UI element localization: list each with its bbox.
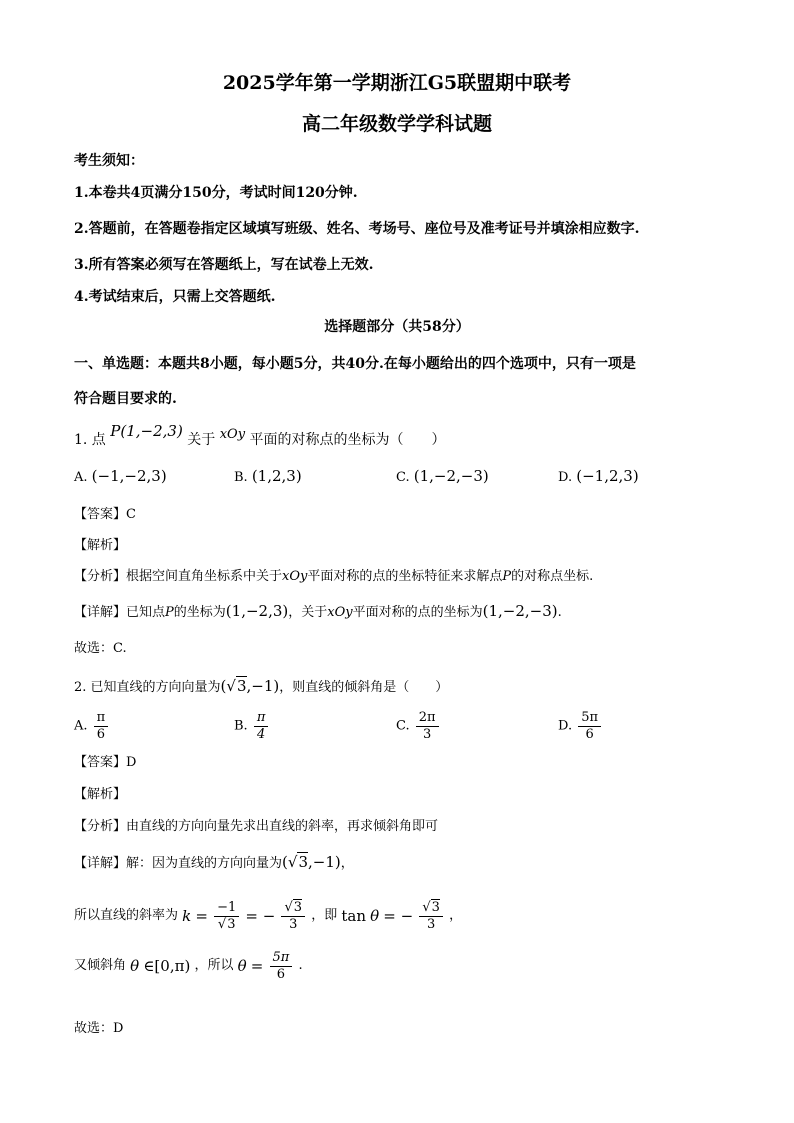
question-1-option-d: D. (−1,2,3) <box>558 467 639 485</box>
question-2-answer: 【答案】D <box>74 755 137 770</box>
question-1-option-a: A. (−1,−2,3) <box>74 467 167 485</box>
question-2-option-c: C. $\frac{2\pi}{3}$ <box>396 710 441 743</box>
question-2-option-d: D. $\frac{5\pi}{6}$ <box>558 710 603 743</box>
option-b-value: (1,2,3) <box>251 467 302 485</box>
exam-title: 2025学年第一学期浙江G5联盟期中联考 <box>222 72 572 94</box>
question-1-number: 1. 点 <box>74 432 106 448</box>
question-2-choose: 故选：D <box>74 1021 124 1036</box>
question-1-answer: 【答案】C <box>74 507 136 522</box>
question-1-option-b: B. (1,2,3) <box>234 467 302 485</box>
exam-subtitle: 高二年级数学学科试题 <box>301 113 492 135</box>
question-1-text-mid: 关于 <box>187 432 216 448</box>
option-c-value: (1,−2,−3) <box>413 467 489 485</box>
question-1-choose: 故选：C. <box>74 641 127 656</box>
question-2-slope: 所以直线的斜率为 k = $\frac{-1}{√3}$ = − $\frac{√3}{3}$ ，即 tan θ = − $\frac{√3}{3}$ ， <box>74 899 463 932</box>
section-title: 选择题部分（共58分） <box>324 319 470 335</box>
question-2-option-b: B. $\frac{\pi}{4}$ <box>234 710 270 743</box>
section-instruction-2: 符合题目要求的. <box>74 391 177 407</box>
question-2-fenxi: 【分析】由直线的方向向量先求出直线的斜率，再求倾斜角即可 <box>74 819 439 834</box>
question-1-stem <box>74 422 446 450</box>
question-1-fenxi: 【分析】根据空间直角坐标系中关于xOy平面对称的点的坐标特征来求解点P的对称点坐标. <box>74 569 594 584</box>
question-1-analysis-tag: 【解析】 <box>74 538 127 553</box>
section-instruction-1: 一、单选题：本题共8小题，每小题5分，共40分.在每小题给出的四个选项中，只有一项是 <box>74 356 636 372</box>
question-1-option-c: C. (1,−2,−3) <box>396 467 489 485</box>
question-2-analysis-tag: 【解析】 <box>74 787 127 802</box>
notice-item-4: 4.考试结束后，只需上交答题纸. <box>74 289 276 305</box>
option-d-value: (−1,2,3) <box>576 467 639 485</box>
notice-heading: 考生须知： <box>74 153 144 169</box>
question-2-angle: 又倾斜角 θ ∈[0,π) ，所以 θ = $\frac{5\pi}{6}$ . <box>74 949 303 982</box>
notice-item-1: 1.本卷共4页满分150分，考试时间120分钟. <box>74 185 358 201</box>
question-1-text-end: 平面的对称点的坐标为（ ） <box>249 432 446 448</box>
question-1-plane: xOy <box>219 427 246 442</box>
question-2-stem: 2. 已知直线的方向向量为(√3,−1)，则直线的倾斜角是（ ） <box>74 677 449 695</box>
notice-item-2: 2.答题前，在答题卷指定区域填写班级、姓名、考场号、座位号及准考证号并填涂相应数字. <box>74 221 640 237</box>
option-a-value: (−1,−2,3) <box>91 467 167 485</box>
question-1-detail: 【详解】已知点P的坐标为(1,−2,3)，关于xOy平面对称的点的坐标为(1,−2,−3). <box>74 602 562 620</box>
question-2-option-a: A. $\frac{\pi}{6}$ <box>74 710 110 743</box>
question-1-point: P(1,−2,3) <box>110 422 183 440</box>
notice-item-3: 3.所有答案必须写在答题纸上，写在试卷上无效. <box>74 257 374 273</box>
question-2-detail: 【详解】解：因为直线的方向向量为(√3,−1)， <box>74 853 354 871</box>
